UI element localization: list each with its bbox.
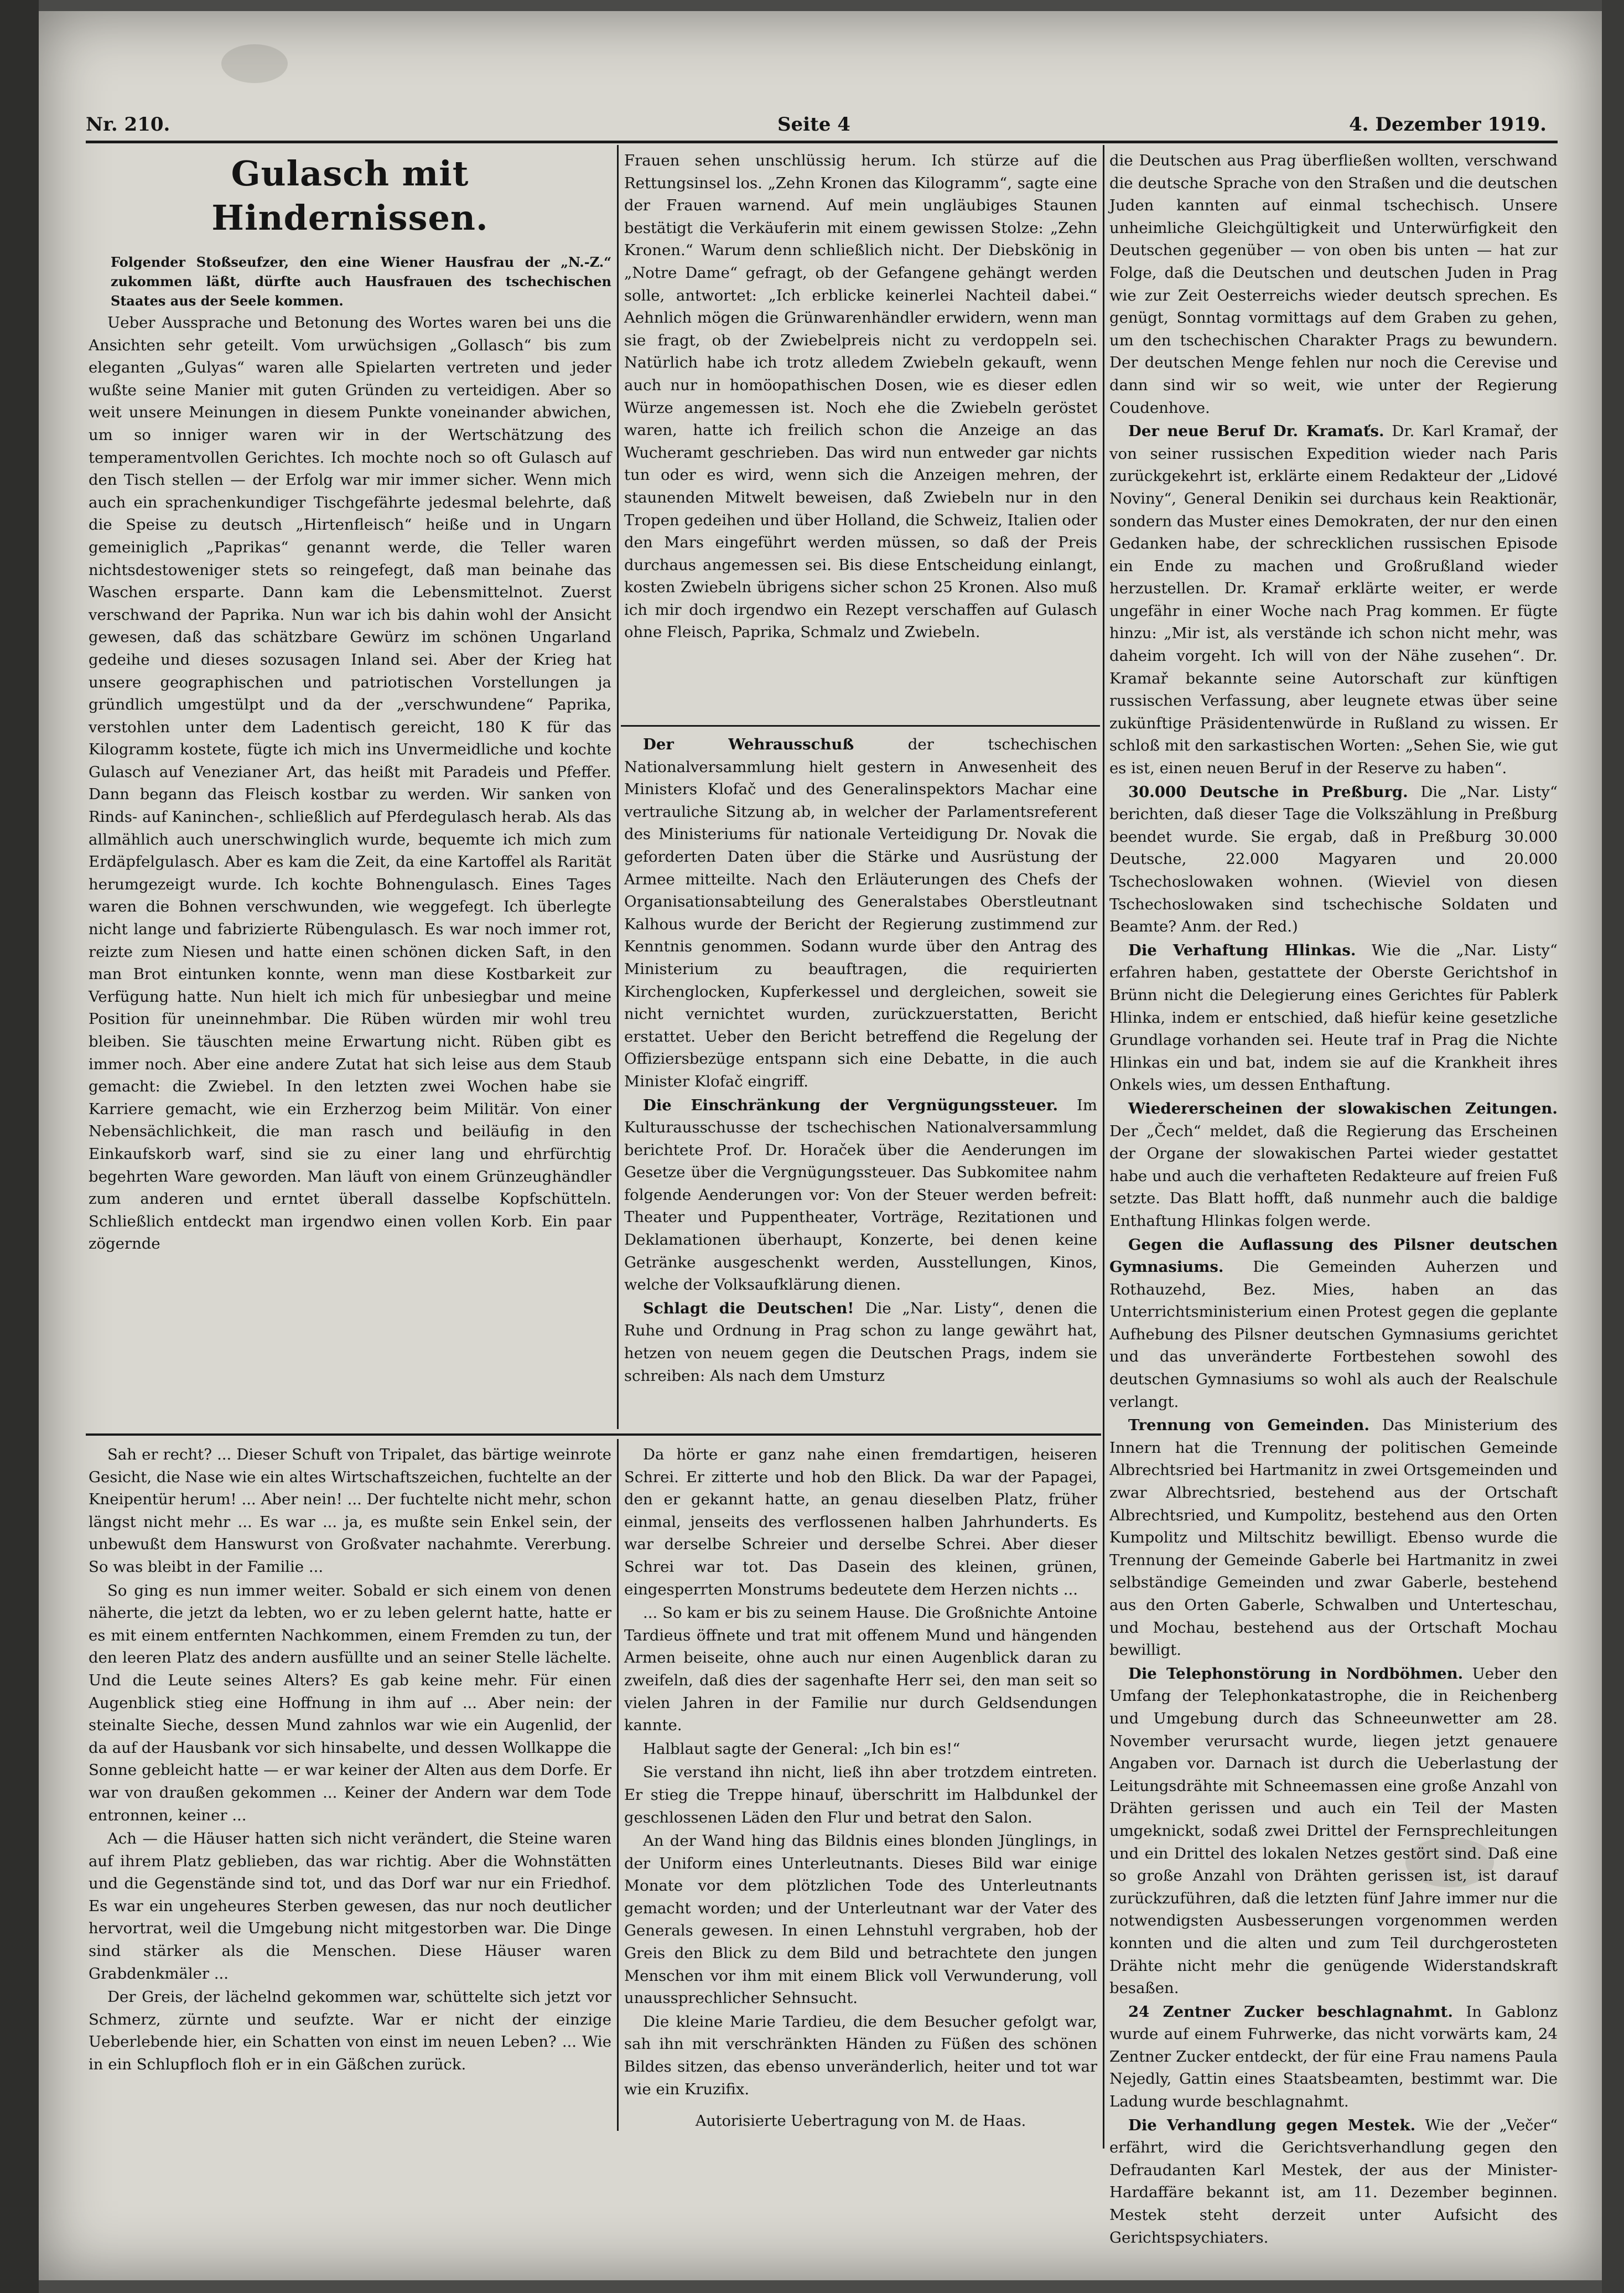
- column-rule: [1103, 145, 1104, 2149]
- news-item: [1109, 2001, 1558, 2113]
- news-item-body: Das Ministerium des Innern hat die Trennung der politischen Gemeinde Albrechtsried bei Hartmanitz in zwei Ortsgemeinden und zwar Albrechtsried, bestehend aus der Ortschaft Albrechtsried, und Kumpolitz, bestehend aus den Orten Kumpolitz und Miltschitz bewilligt. Ebenso wurde die Trennung der Gemeinde Gaberle bei Hartmanitz in zwei selbständige Gemeinden und zwar Gaberle, bestehend aus den Orten Gaberle, Schwalben und Unterteschau, und Mochau, bestehend aus der Ortschaft Mochau bewilligt.: [1109, 1416, 1558, 1659]
- novel-column-1: [89, 1443, 611, 2135]
- column-rule: [617, 1439, 619, 2131]
- issue-number: Nr. 210.: [86, 113, 170, 136]
- novel-paragraph: ... So kam er bis zu seinem Hause. Die Großnichte Antoine Tardieus öffnete und trat mit offenem Mund und hängenden Armen beiseite, ohne auch nur einen Augenblick daran zu zweifeln, daß dies der sagenhafte Herr sei, den man seit so vielen Jahren in der Familie nur durch Geldsendungen kannte.: [624, 1604, 1097, 1735]
- novel-paragraph: Sie verstand ihn nicht, ließ ihn aber trotzdem eintreten. Er stieg die Treppe hinauf, überschritt im Halbdunkel der geschlossenen Läden den Flur und betrat den Salon.: [624, 1763, 1097, 1826]
- news-item-body: Im Kulturausschusse der tschechischen Nationalversammlung berichtete Prof. Dr. Horaček über die Aenderungen im Gesetze über die Vergnügungssteuer. Das Subkomitee nahm folgende Aenderungen vor: Von der Steuer werden befreit: Theater und Puppentheater, Vorträge, Rezitationen und Deklamationen überhaupt, Konzerte, bei denen keine Getränke ausgeschenkt werden, Ausstellungen, Kinos, welche der Volksaufklärung dienen.: [624, 1096, 1097, 1294]
- news-item-headline: Die Telephonstörung in Nordböhmen.: [1128, 1664, 1464, 1683]
- news-item-headline: Die Einschränkung der Vergnügungssteuer.: [643, 1096, 1059, 1114]
- scan-edge-left: [0, 0, 39, 2293]
- novel-paragraph: An der Wand hing das Bildnis eines blonden Jünglings, in der Uniform eines Unterleutnants. Dieses Bild war einige Monate vor dem plötzlichen Tode des Unterleutnants gemacht worden; und der Unterleutnant war der Vater des Generals gewesen. In einen Lehnstuhl vergraben, hob der Greis den Blick zu dem Bild und betrachtete den jungen Menschen vor ihm mit einem Blick voll Verwunderung, voll unaussprechlicher Sehnsucht.: [624, 1832, 1097, 2007]
- news-item: [1109, 420, 1558, 780]
- news-item-headline: 30.000 Deutsche in Preßburg.: [1128, 783, 1408, 801]
- news-item-headline: Die Verhaftung Hlinkas.: [1128, 941, 1356, 959]
- news-item: [1109, 1663, 1558, 2000]
- news-item-body: Ueber den Umfang der Telephonkatastrophe, die in Reichenberg und Umgebung durch das Schneeunwetter am 28. November verursacht wurde, liegen jetzt genauere Angaben vor. Darnach ist durch die Ueberlastung der Leitungsdrähte mit Schneemassen eine große Anzahl von Drähten gerissen und auch ein Teil der Masten umgeknickt, sodaß zwei Drittel der Fernsprechleitungen und ein Drittel des lokalen Netzes gestört sind. Daß eine so große Anzahl von Drähten gerissen ist, ist darauf zurückzuführen, daß die letzten fünf Jahre immer nur die notwendigsten Ausbesserungen vorgenommen werden konnten und die alten und zum Teil durchgerosteten Drähte nicht mehr die genügende Widerstandskraft besaßen.: [1109, 1664, 1558, 1997]
- translation-credit: Autorisierte Uebertragung von M. de Haas.: [695, 2113, 1026, 2130]
- issue-date: 4. Dezember 1919.: [1349, 113, 1547, 136]
- news-item-body: Der „Čech“ meldet, daß die Regierung das Erscheinen der Organe der slowakischen Partei wieder gestattet habe und auch die verhafteten Redakteure auf freien Fuß setzte. Das Blatt hofft, daß nunmehr auch die baldige Enthaftung Hlinkas folgen werde.: [1109, 1122, 1558, 1230]
- column-rule: [617, 145, 619, 1429]
- masthead-rule: [86, 141, 1558, 143]
- news-item-headline: Gegen die Auflassung des Pilsner deutschen Gymnasiums.: [1109, 1235, 1558, 1276]
- feuilleton-headline: Gulasch mit Hindernissen.: [211, 153, 489, 238]
- news-item: [624, 1297, 1097, 1387]
- news-item-body: die Deutschen aus Prag überfließen wollten, verschwand die deutsche Sprache von den Straßen und die deutschen Juden kannten auf einmal tschechisch. Unsere unheimliche Gleichgültigkeit und Unterwürfigkeit den Deutschen gegenüber — von oben bis unten — hat zur Folge, daß die Deutschen und deutschen Juden in Prag wie zur Zeit Oesterreichs wieder deutsch sprechen. Es genügt, Sonntag vormittags auf dem Graben zu gehen, um den tschechischen Charakter Prags zu bewundern. Der deutschen Menge fehlen nur noch die Cerevise und dann sind wir so weit, wie unter der Regierung Coudenhove.: [1109, 152, 1558, 417]
- news-item-headline: 24 Zentner Zucker beschlagnahmt.: [1128, 2002, 1453, 2021]
- novel-paragraph: Die kleine Marie Tardieu, die dem Besucher gefolgt war, sah ihn mit verschränkten Händen zu Füßen des schönen Bildes sitzen, das ebenso unveränderlich, heiter und tot war wie ein Kruzifix.: [624, 2012, 1097, 2098]
- feuilleton-column-1: [89, 149, 611, 1431]
- novel-paragraph: So ging es nun immer weiter. Sobald er sich einem von denen näherte, die jetzt da lebten, wo er zu leben gelernt hatte, hatte er es mit einem entfernten Nachkommen, einem Fremden zu tun, der den leeren Platz des andern ausfüllte und an seiner Stelle lächelte. Und die Leute seines Alters? Es gab keine mehr. Für einen Augenblick stieg eine Hoffnung in ihm auf ... Aber nein: der steinalte Sieche, dessen Mund zahnlos war wie ein Augenlid, der da auf der Hausbank vor sich hinsabelte, und dessen Wollkappe die Sonne gebleicht hatte — er war keiner der Alten aus dem Dorfe. Er war von draußen gekommen ... Keiner der Andern war dem Tode entronnen, keiner ...: [89, 1581, 611, 1824]
- news-item: [1109, 1234, 1558, 1414]
- news-item-body: Die „Nar. Listy“, denen die Ruhe und Ordnung in Prag schon zu lange gewährt hat, hetzen von neuem gegen die Deutschen Prags, indem sie schreiben: Als nach dem Umsturz: [624, 1299, 1097, 1385]
- feuilleton-intro: Folgender Stoßseufzer, den eine Wiener Hausfrau der „N.-Z.“ zukommen läßt, dürfte auch Hausfrauen des tschechischen Staates aus der Seele kommen.: [111, 254, 611, 309]
- news-item: [1109, 1098, 1558, 1233]
- news-column-right: [1109, 149, 1558, 2247]
- news-item: [624, 1094, 1097, 1296]
- news-item-body: Die „Nar. Listy“ berichten, daß dieser Tage die Volkszählung in Preßburg beendet wurde. Sie ergab, daß in Preßburg 30.000 Deutsche, 22.000 Magyaren und 20.000 Tschechoslowaken wohnen. (Wieviel von diesen Tschechoslowaken sind tschechische Soldaten und Beamte? Anm. der Red.): [1109, 783, 1558, 936]
- novel-paragraph: Da hörte er ganz nahe einen fremdartigen, heiseren Schrei. Er zitterte und hob den Blick. Da war der Papagei, den er gekannt hatte, an genau dieselben Platz, früher einmal, jenseits des verflossenen halben Jahrhunderts. Es war derselbe Schreier und derselbe Schrei. Aber dieser Schrei war tot. Das Dasein des kleinen, grünen, eingesperrten Monstrums bedeutete dem Herzen nichts ...: [624, 1446, 1097, 1598]
- section-rule: [621, 725, 1100, 727]
- news-item: [1109, 2114, 1558, 2249]
- news-item: [1109, 781, 1558, 938]
- novel-column-2: [624, 1443, 1097, 2135]
- news-item: [1109, 939, 1558, 1096]
- novel-divider-rule: [86, 1433, 1101, 1436]
- news-item: [624, 733, 1097, 1093]
- novel-paragraph: Der Greis, der lächelnd gekommen war, schüttelte sich jetzt vor Schmerz, zürnte und seufzte. War er nicht der einzige Ueberlebende hier, ein Schatten von einst im neuen Leben? ... Wie in ein Schlupfloch floh er in ein Gäßchen zurück.: [89, 1988, 611, 2074]
- news-item-body: In Gablonz wurde auf einem Fuhrwerke, das nicht vorwärts kam, 24 Zentner Zucker entdeckt, der für eine Frau namens Paula Nejedly, Gattin eines Staatsbeamten, bestimmt war. Die Ladung wurde beschlagnahmt.: [1109, 2002, 1558, 2111]
- news-item-headline: Die Verhandlung gegen Mestek.: [1128, 2116, 1416, 2134]
- masthead: [86, 113, 1558, 141]
- news-column-middle: [624, 733, 1097, 1431]
- scan-edge-right: [1602, 0, 1624, 2293]
- news-item: [1109, 1414, 1558, 1661]
- novel-paragraph: Sah er recht? ... Dieser Schuft von Tripalet, das bärtige weinrote Gesicht, die Nase wie ein altes Wirtschaftszeichen, fuchtelte an der Kneipentür herum! ... Aber nein! ... Der fuchtelte nicht mehr, schon längst nicht mehr ... Es war ... ja, es mußte sein Enkel sein, der unbewußt dem Hanswurst von Großvater nachahmte. Vererbung. So was bleibt in der Familie ...: [89, 1446, 611, 1576]
- news-item-headline: Wiedererscheinen der slowakischen Zeitungen.: [1128, 1099, 1558, 1117]
- paper-stain: [221, 44, 288, 83]
- news-item-headline: Schlagt die Deutschen!: [643, 1299, 854, 1317]
- news-item: [1109, 149, 1558, 419]
- news-item-headline: Trennung von Gemeinden.: [1128, 1416, 1369, 1435]
- feuilleton-paragraph: Ueber Aussprache und Betonung des Wortes waren bei uns die Ansichten sehr geteilt. Vom urwüchsigen „Gollasch“ bis zum eleganten „Gulyas“ waren alle Spielarten vertreten und jeder wußte seine Manier mit guten Gründen zu verteidigen. Aber so weit unsere Meinungen in diesem Punkte voneinander abwichen, um so inniger waren wir in der Wertschätzung des temperamentvollen Gerichtes. Ich mochte noch so oft Gulasch auf den Tisch stellen — der Erfolg war mir immer sicher. Wenn mich auch ein sprachenkundiger Tischgefährte jedesmal belehrte, daß die Speise zu deutsch „Hirtenfleisch“ heiße und in Ungarn gemeiniglich „Paprikas“ genannt werde, die Teller waren nichtsdestoweniger stets so reingefegt, daß man beinahe das Waschen ersparte. Dann kam die Lebensmittelnot. Zuerst verschwand der Paprika. Nun war ich bis dahin wohl der Ansicht gewesen, daß das schätzbare Gewürz im schönen Ungarland gedeihe und dieses sozusagen Inland sei. Aber der Krieg hat unsere geographischen und patriotischen Vorstellungen ja gründlich umgestülpt und da der „verschwundene“ Paprika, verstohlen unter dem Ladentisch gereicht, 180 K für das Kilogramm kostete, fügte ich mich ins Unvermeidliche und kochte Gulasch auf Venezianer Art, das heißt mit Paradeis und Pfeffer. Dann begann das Fleisch kostbar zu werden. Wir sanken von Rinds- auf Kaninchen-, schließlich auf Pferdegulasch herab. Als das allmählich auch unerschwinglich wurde, bequemte ich mich zum Erdäpfelgulasch. Aber es kam die Zeit, da eine Kartoffel als Rarität herumgezeigt wurde. Ich kochte Bohnengulasch. Eines Tages waren die Bohnen verschwunden, wie weggefegt. Ich überlegte nicht lange und fabrizierte Rübengulasch. Es war noch immer rot, reizte zum Niesen und hatte einen schönen dicken Saft, in den man Brot eintunken konnte, wenn man diese Kostbarkeit zur Verfügung hatte. Nun hielt ich mich für unbesiegbar und meine Position für uneinnehmbar. Die Rüben würden mir wohl treu bleiben. Sie täuschten meine Erwartung nicht. Rüben gibt es immer noch. Aber eine andere Zutat hat sich leise aus dem Staub gemacht: die Zwiebel. In den letzten zwei Wochen habe sie Karriere gemacht, wie ein Erzherzog beim Militär. Von einer Nebensächlichkeit, die man rasch und beiläufig in den Einkaufskorb warf, sind sie zu einer lang und ehrfürchtig begehrten Ware geworden. Man läuft von einem Grünzeughändler zum anderen und erntet überall dasselbe Kopfschütteln. Schließlich entdeckt man irgendwo einen vollen Korb. Ein paar zögernde: [89, 314, 611, 1253]
- novel-paragraph: Halblaut sagte der General: „Ich bin es!“: [643, 1740, 961, 1758]
- feuilleton-column-2: [624, 149, 1097, 722]
- news-item-body: Wie die „Nar. Listy“ erfahren haben, gestattete der Oberste Gerichtshof in Brünn nicht die Delegierung eines Gerichtes für Pablerk Hlinka, indem er entschied, daß hiefür keine gesetzliche Grundlage vorhanden sei. Heute traf in Prag die Nichte Hlinkas ein und bat, indem sie auf die Krankheit ihres Onkels wies, um dessen Enthaftung.: [1109, 941, 1558, 1094]
- page-number: Seite 4: [777, 113, 850, 136]
- news-item-body: Wie der „Večer“ erfährt, wird die Gerichtsverhandlung gegen den Defraudanten Karl Mestek, der aus der Minister-Hardaffäre bekannt ist, am 11. Dezember beginnen. Mestek steht derzeit unter Aufsicht des Gerichtspsychiaters.: [1109, 2116, 1558, 2247]
- news-item-body: der tschechischen Nationalversammlung hielt gestern in Anwesenheit des Ministers Klofač und des Generalinspektors Machar eine vertrauliche Sitzung ab, in welcher der Parlamentsreferent des Ministeriums für nationale Verteidigung Dr. Novak die geforderten Daten über die Stärke und Ausrüstung der Armee mitteilte. Nach den Erläuterungen des Chefs der Organisationsabteilung des Generalstabes Oberstleutnant Kalhous wurde der Bericht der Regierung zustimmend zur Kenntnis genommen. Sodann wurde über den Antrag des Ministerium zu beauftragen, die requirierten Kirchenglocken, Kupferkessel und dergleichen, soweit sie nicht vernichtet wurden, zurückzuerstatten, Bericht erstattet. Ueber den Bericht betreffend die Regelung der Offiziersbezüge entspann sich eine Debatte, in die auch Minister Klofač eingriff.: [624, 736, 1098, 1090]
- novel-paragraph: Ach — die Häuser hatten sich nicht verändert, die Steine waren auf ihrem Platz geblieben, das war richtig. Aber die Wohnstätten und die Gegenstände sind tot, und das Dorf war nur ein Friedhof. Es war ein ungeheures Sterben gewesen, das nur noch deutlicher hervortrat, weil die Umgebung nicht mitgestorben war. Die Dinge sind stärker als die Menschen. Diese Häuser waren Grabdenkmäler ...: [89, 1830, 611, 1983]
- news-item-body: Dr. Karl Kramař, der von seiner russischen Expedition wieder nach Paris zurückgekehrt ist, erklärte einem Redakteur der „Lidové Noviny“, General Denikin sei durchaus kein Reaktionär, sondern das Muster eines Demokraten, der nur den einen Gedanken habe, der schrecklichen russischen Episode ein Ende zu machen und Großrußland wieder herzustellen. Dr. Kramař erklärte weiter, er werde ungefähr in einer Woche nach Prag kommen. Er fügte hinzu: „Mir ist, als verstände ich schon nicht mehr, was daheim vorgeht. Ich will von der Nähe zusehen“. Dr. Kramař bekannte seine Autorschaft zur künftigen russischen Verfassung, aber leugnete etwas über seine zukünftige Präsidentenwürde in Rußland zu wissen. Er schloß mit den sarkastischen Worten: „Sehen Sie, wie gut es ist, einen neuen Beruf in der Reserve zu haben“.: [1109, 422, 1558, 778]
- news-item-headline: Der Wehrausschuß: [643, 736, 854, 753]
- news-item-headline: Der neue Beruf Dr. Kramaťs.: [1128, 422, 1384, 441]
- feuilleton-paragraph: Frauen sehen unschlüssig herum. Ich stürze auf die Rettungsinsel los. „Zehn Kronen das Kilogramm“, sagte eine der Frauen warnend. Auf mein ungläubiges Staunen bestätigt die Verkäuferin mit einem gewissen Stolze: „Zehn Kronen.“ Warum denn schließlich nicht. Der Diebskönig in „Notre Dame“ gefragt, ob der Gefangene gehängt werden solle, antwortet: „Ich erblicke keinerlei Nachteil dabei.“ Aehnlich mögen die Grünwarenhändler erwidern, wenn man sie fragt, ob der Zwiebelpreis nicht zu verdoppeln sei. Natürlich habe ich trotz alledem Zwiebeln gekauft, wenn auch nur in homöopathischen Dosen, wie es dieser edlen Würze angemessen ist. Noch ehe die Zwiebeln geröstet waren, hatte ich freilich schon die Anzeige an das Wucheramt geschrieben. Das wird nun entweder gar nichts tun oder es wird, wenn sich die Anzeigen mehren, der staunenden Mitwelt beweisen, daß Zwiebeln nur in den Tropen gedeihen und über Holland, die Schweiz, Italien oder den Mars eingeführt werden müssen, so daß der Preis durchaus angemessen sei. Bis diese Entscheidung einlangt, kosten Zwiebeln übrigens sicher schon 25 Kronen. Also muß ich mir doch irgendwo ein Rezept verschaffen auf Gulasch ohne Fleisch, Paprika, Schmalz und Zwiebeln.: [624, 152, 1097, 641]
- news-item-body: Die Gemeinden Auherzen und Rothauzehd, Bez. Mies, haben an das Unterrichtsministerium einen Protest gegen die geplante Aufhebung des Pilsner deutschen Gymnasiums gerichtet und das unveränderte Fortbestehen sowohl des deutschen Gymnasiums so wohl als auch der Realschule verlangt.: [1109, 1258, 1558, 1411]
